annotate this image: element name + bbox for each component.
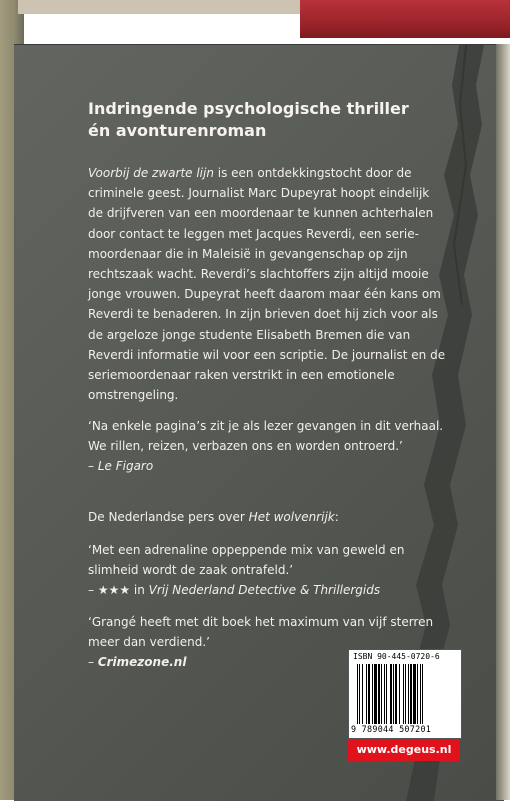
- isbn-label: ISBN 90-445-0720-6: [353, 652, 440, 661]
- review-text: ‘Grangé heeft met dit boek het maximum van vijf sterren meer dan verdiend.’: [88, 615, 434, 650]
- review-text: ‘Met een adrenaline oppeppende mix van geweld en slimheid wordt de zaak ontrafeld.’: [88, 543, 405, 578]
- barcode-bars: [357, 664, 453, 724]
- barcode-digits: 9 789044 507201: [351, 724, 432, 734]
- press-intro: De Nederlandse pers over Het wolvenrijk:: [88, 510, 339, 524]
- review-text: ‘Na enkele pagina’s zit je als lezer gevangen in dit verhaal. We rillen, reizen, verbazen ons en worden ontroerd.’: [88, 419, 444, 454]
- heading-line-2: én avonturenroman: [88, 121, 267, 140]
- book-title: Voorbij de zwarte lijn: [88, 166, 214, 180]
- back-cover-heading: [88, 98, 409, 142]
- synopsis-text: is een ontdekkingstocht door de criminele geest. Journalist Marc Dupeyrat hoopt eindelijk de drijfveren van een moordenaar te kunnen achterhalen door contact te leggen met Jacques Reverdi, een serie-moordenaar die in Maleisië in gevangenschap op zijn rechtszaak wacht. Reverdi’s slachtoffers zijn altijd mooie jonge vrouwen. Dupeyrat heeft daarom maar één kans om Reverdi te benaderen. In zijn brieven doet hij zich voor als de argeloze jonge studente Elisabeth Bremen die van Reverdi informatie wil voor een scriptie. De journalist en de seriemoordenaar raken verstrikt in een emotionele omstrengeling.: [88, 166, 446, 403]
- synopsis-paragraph: [88, 163, 448, 405]
- spine-red-band: [300, 0, 510, 38]
- previous-book-title: Het wolvenrijk: [248, 510, 335, 524]
- cover-right-edge: [496, 44, 510, 800]
- review-source: – Crimezone.nl: [88, 655, 187, 670]
- publisher-website[interactable]: www.degeus.nl: [348, 739, 460, 761]
- review-quote-figaro: [88, 416, 448, 477]
- review-quote-vrij-nederland: [88, 540, 448, 601]
- isbn-barcode: [348, 649, 462, 739]
- review-source: – Le Figaro: [88, 459, 154, 474]
- review-source: – ★★★ in Vrij Nederland Detective & Thrillergids: [88, 583, 381, 598]
- heading-line-1: Indringende psychologische thriller: [88, 99, 409, 118]
